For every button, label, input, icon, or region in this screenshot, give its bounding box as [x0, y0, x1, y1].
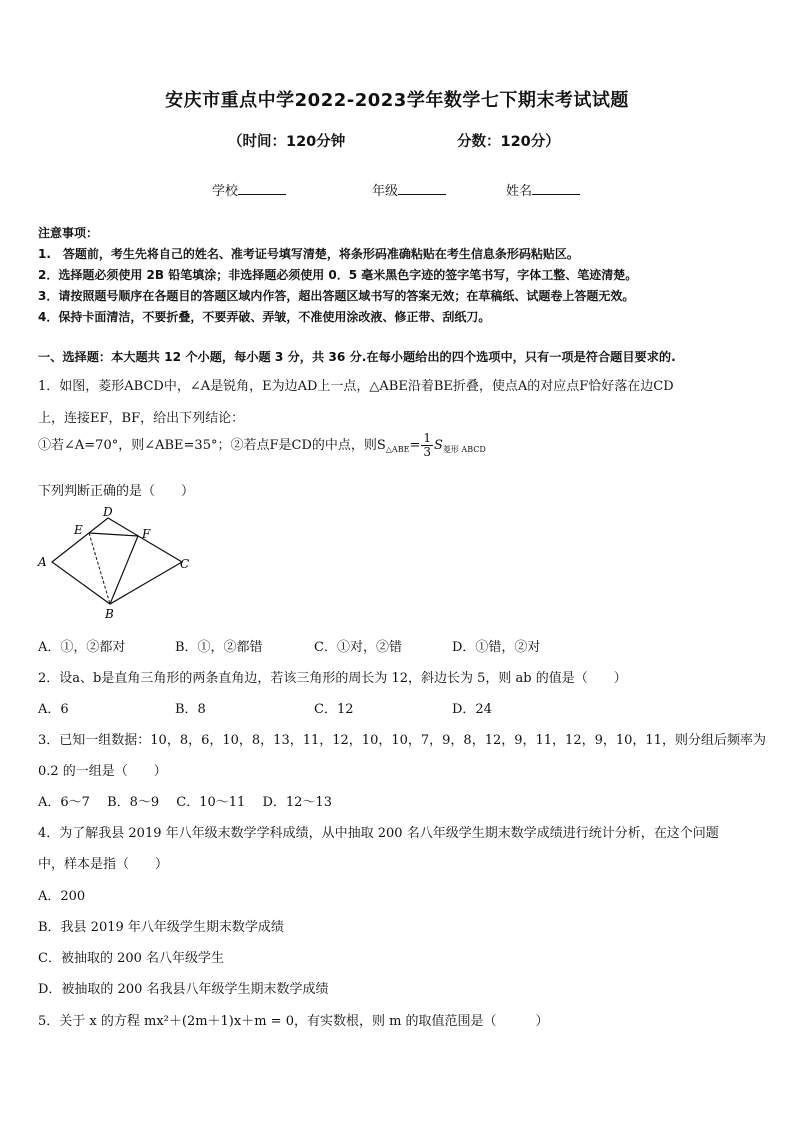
q1-line-3	[38, 432, 486, 459]
section-heading: 一、选择题：本大题共 12 个小题，每小题 3 分，共 36 分.在每小题给出的四个选项中，只有一项是符合题目要求的.	[38, 350, 676, 364]
rhombus-abcd	[52, 518, 182, 604]
q1-sub-abe: △ABE	[385, 445, 410, 454]
q1-line-1: 1．如图，菱形ABCD中，∠A是锐角，E为边AD上一点，△ABE沿着BE折叠，使点A的对应点F恰好落在边CD	[38, 379, 674, 394]
line-bf	[110, 536, 138, 604]
q2-option-c: C．12	[314, 702, 354, 717]
notice-item-3: 3．请按照题号顺序在各题目的答题区域内作答，超出答题区域书写的答案无效；在草稿纸、试题卷上答题无效。	[38, 289, 635, 303]
label-b: B	[105, 607, 114, 621]
q1-frac-num: 1	[423, 431, 431, 445]
q1-s: S	[433, 438, 443, 453]
school-blank	[238, 182, 286, 195]
q1-option-b: B．①，②都错	[175, 640, 263, 655]
rhombus-figure	[30, 500, 200, 622]
q4-option-c: C．被抽取的 200 名八年级学生	[38, 951, 225, 966]
q1-line-2: 上，连接EF，BF，给出下列结论：	[38, 411, 245, 426]
notice-heading: 注意事项：	[38, 226, 99, 240]
q2-option-a: A．6	[38, 702, 69, 717]
q1-sub-rhombus: 菱形 ABCD	[442, 445, 486, 454]
q3-line-1: 3．已知一组数据：10，8，6，10，8，13，11，12，10，10，7，9，8，12，9，11，12，9，10，11，则分组后频率为	[38, 733, 766, 748]
name-blank	[532, 182, 580, 195]
q3-line-2: 0.2 的一组是（ ）	[38, 764, 167, 779]
q4-line-2: 中，样本是指（ ）	[38, 857, 169, 872]
q1-option-c: C．①对，②错	[314, 640, 402, 655]
q5-stem: 5．关于 x 的方程 mx²＋(2m＋1)x＋m = 0，有实数根，则 m 的取值范围是（ ）	[38, 1014, 549, 1029]
q1-option-a: A．①，②都对	[38, 640, 126, 655]
name-label: 姓名	[506, 184, 533, 199]
q3-options: A．6～7 B．8～9 C．10～11 D．12～13	[38, 795, 332, 810]
q2-option-b: B．8	[175, 702, 206, 717]
label-e: E	[74, 523, 83, 537]
grade-label: 年级	[372, 184, 399, 199]
exam-score: 分数：120分）	[457, 134, 560, 150]
notice-item-2: 2．选择题必须使用 2B 铅笔填涂；非选择题必须使用 0．5 毫米黑色字迹的签字笔书写，字体工整、笔迹清楚。	[38, 268, 638, 282]
q1-eq: =	[409, 438, 421, 453]
label-f: F	[142, 527, 151, 541]
q4-option-a: A．200	[38, 889, 86, 904]
label-d: D	[103, 505, 113, 519]
school-field	[212, 180, 286, 199]
line-ef	[89, 533, 138, 536]
dashed-line-be	[89, 533, 110, 604]
q4-line-1: 4．为了解我县 2019 年八年级末数学学科成绩，从中抽取 200 名八年级学生期末数学成绩进行统计分析，在这个问题	[38, 826, 719, 841]
page-title: 安庆市重点中学2022-2023学年数学七下期末考试试题	[165, 90, 629, 111]
label-a: A	[38, 555, 47, 569]
q1-line-4: 下列判断正确的是（ ）	[38, 484, 195, 499]
grade-field	[372, 180, 446, 199]
school-label: 学校	[212, 184, 239, 199]
exam-time: （时间：120分钟	[228, 134, 346, 150]
q2-option-d: D．24	[452, 702, 492, 717]
q1-frac-den: 3	[423, 445, 431, 459]
q1-fraction	[421, 432, 433, 459]
q4-option-d: D．被抽取的 200 名我县八年级学生期末数学成绩	[38, 982, 329, 997]
grade-blank	[398, 182, 446, 195]
q4-option-b: B．我县 2019 年八年级学生期末数学成绩	[38, 920, 284, 935]
notice-item-1: 1. 答题前，考生先将自己的姓名、准考证号填写清楚，将条形码准确粘贴在考生信息条形码粘贴区。	[38, 247, 579, 261]
notice-item-4: 4．保持卡面清洁，不要折叠，不要弄破、弄皱，不准使用涂改液、修正带、刮纸刀。	[38, 310, 491, 324]
q2-stem: 2．设a、b是直角三角形的两条直角边，若该三角形的周长为 12，斜边长为 5，则 ab 的值是（ ）	[38, 671, 627, 686]
label-c: C	[180, 557, 190, 571]
q1-option-d: D．①错，②对	[452, 640, 541, 655]
q1-conclusions: ①若∠A=70°，则∠ABE=35°；②若点F是CD的中点，则S	[38, 438, 386, 453]
name-field	[506, 180, 580, 199]
